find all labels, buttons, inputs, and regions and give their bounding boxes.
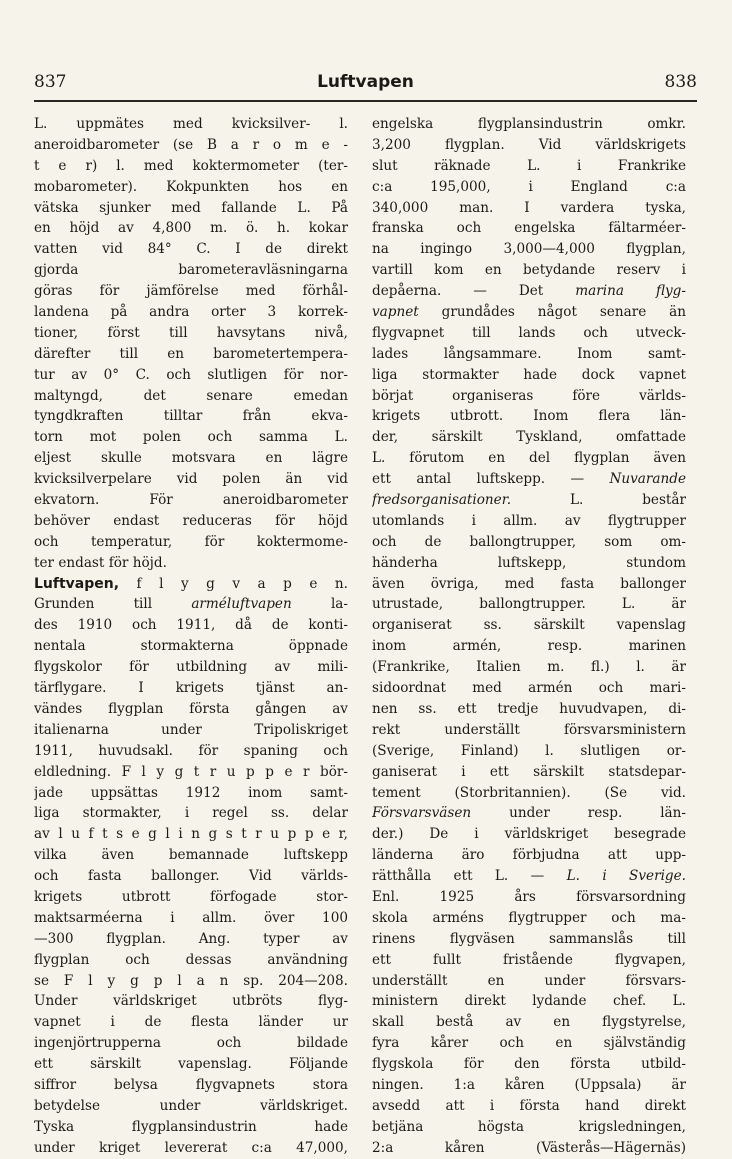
text-run: rekt underställt försvarsministern xyxy=(372,721,686,738)
text-line xyxy=(372,260,686,281)
text-line xyxy=(34,929,348,950)
text-line xyxy=(372,699,686,720)
text-run: mobarometer). Kokpunkten hos en xyxy=(34,178,348,195)
text-line xyxy=(372,574,686,595)
text-run: ett fullt fristående flygvapen, xyxy=(372,951,686,968)
text-run: Tyska flygplansindustrin hade xyxy=(34,1118,348,1135)
text-run: ett särskilt vapenslag. Följande xyxy=(34,1056,348,1073)
text-run: nentala stormakterna öppnade xyxy=(34,638,348,655)
text-run: vartill kom en betydande reserv i xyxy=(372,262,686,279)
text-run: Under världskriget utbröts flyg- xyxy=(34,993,348,1010)
text-line xyxy=(34,469,348,490)
text-line xyxy=(34,803,348,824)
text-run: liga stormakter hade dock vapnet xyxy=(372,366,686,383)
page-title: Luftvapen xyxy=(317,72,414,92)
text-line xyxy=(372,991,686,1012)
text-run: depåerna. — Det xyxy=(372,283,576,300)
text-line xyxy=(34,365,348,386)
text-line xyxy=(372,239,686,260)
text-run: inom armén, resp. marinen xyxy=(372,638,686,655)
text-line xyxy=(372,1096,686,1117)
text-run: lades långsammare. Inom samt- xyxy=(372,345,686,362)
text-line xyxy=(34,1075,348,1096)
italic-term: marina flyg- xyxy=(575,283,686,300)
left-text-column xyxy=(34,114,348,1159)
text-line xyxy=(372,741,686,762)
text-line xyxy=(372,198,686,219)
text-line xyxy=(34,260,348,281)
text-line xyxy=(372,448,686,469)
text-line xyxy=(372,1138,686,1159)
text-run: börjat organiseras före världs- xyxy=(372,387,686,404)
text-line xyxy=(34,198,348,219)
text-run: tioner, först till havsytans nivå, xyxy=(34,324,348,341)
text-run: fyra kårer och en självständig xyxy=(372,1035,686,1052)
text-run: flygskola för den första utbild- xyxy=(372,1056,686,1073)
page-header xyxy=(34,70,697,102)
text-run: ekvatorn. För aneroidbarometer xyxy=(34,492,348,509)
text-run: därefter till en barometertempera- xyxy=(34,345,348,362)
text-line xyxy=(372,323,686,344)
text-line xyxy=(372,866,686,887)
text-line xyxy=(372,615,686,636)
text-line xyxy=(34,427,348,448)
text-run: även övriga, med fasta ballonger xyxy=(372,575,686,592)
text-run: eldledning. F l y g t r u p p e r bör- xyxy=(34,763,348,780)
text-line xyxy=(372,156,686,177)
text-line xyxy=(372,845,686,866)
text-run: siffror belysa flygvapnets stora xyxy=(34,1076,348,1093)
text-run: en höjd av 4,800 m. ö. h. kokar xyxy=(34,220,348,237)
text-line xyxy=(372,114,686,135)
text-run: Enl. 1925 års försvarsordning xyxy=(372,888,686,905)
text-run: underställt en under försvars- xyxy=(372,972,686,989)
text-line xyxy=(34,1012,348,1033)
text-line xyxy=(372,302,686,323)
text-run: eljest skulle motsvara en lägre xyxy=(34,450,348,467)
text-run: och de ballongtrupper, som om- xyxy=(372,533,686,550)
text-run: ministern direkt lydande chef. L. xyxy=(372,993,686,1010)
text-line xyxy=(372,218,686,239)
text-line xyxy=(34,323,348,344)
text-line xyxy=(34,448,348,469)
text-line xyxy=(34,386,348,407)
text-run: flygvapnet till lands och utveck- xyxy=(372,324,686,341)
text-run: jade uppsättas 1912 inom samt- xyxy=(34,784,348,801)
text-run: —300 flygplan. Ang. typer av xyxy=(34,930,348,947)
text-line xyxy=(372,1117,686,1138)
text-run: der.) De i världskriget besegrade xyxy=(372,826,686,843)
text-run: franska och engelska fältarméer- xyxy=(372,220,686,237)
text-run: 340,000 man. I vardera tyska, xyxy=(372,199,686,216)
text-run: av l u f t s e g l i n g s t r u p p e r, xyxy=(34,826,348,843)
text-line xyxy=(34,1096,348,1117)
text-line xyxy=(372,281,686,302)
italic-term: arméluftvapen xyxy=(191,596,292,613)
text-run: flygplan och dessas användning xyxy=(34,951,348,968)
text-line xyxy=(34,741,348,762)
text-line xyxy=(34,1054,348,1075)
text-run: torn mot polen och samma L. xyxy=(34,429,348,446)
text-run: tement (Storbritannien). (Se vid. xyxy=(372,784,686,801)
text-line xyxy=(372,427,686,448)
text-run: 3,200 flygplan. Vid världskrigets xyxy=(372,136,686,153)
text-line xyxy=(34,887,348,908)
entry-headword: Luftvapen, xyxy=(34,575,120,592)
text-run: vilka även bemannade luftskepp xyxy=(34,847,348,864)
text-line xyxy=(372,490,686,511)
text-line xyxy=(372,135,686,156)
text-line xyxy=(34,574,348,595)
text-run: under kriget levererat c:a 47,000, xyxy=(34,1139,348,1156)
text-run: skall bestå av en flygstyrelse, xyxy=(372,1014,686,1031)
text-run: gjorda barometeravläsningarna xyxy=(34,262,348,279)
text-line xyxy=(372,553,686,574)
text-run: och fasta ballonger. Vid världs- xyxy=(34,868,348,885)
text-run: la- xyxy=(291,596,348,613)
text-line xyxy=(34,344,348,365)
text-line xyxy=(34,636,348,657)
text-line xyxy=(34,783,348,804)
text-run: Grunden till xyxy=(34,596,192,613)
text-run: ningen. 1:a kåren (Uppsala) är xyxy=(372,1076,686,1093)
text-line xyxy=(372,908,686,929)
text-run: se F l y g p l a n sp. 204—208. xyxy=(34,972,348,989)
text-line xyxy=(372,365,686,386)
text-line xyxy=(34,177,348,198)
text-line xyxy=(34,866,348,887)
text-run: betydelse under världskriget. xyxy=(34,1097,348,1114)
text-run: organiserat ss. särskilt vapenslag xyxy=(372,617,686,634)
text-line xyxy=(372,344,686,365)
text-line xyxy=(34,553,348,574)
text-line xyxy=(34,950,348,971)
text-line xyxy=(372,469,686,490)
text-line xyxy=(34,114,348,135)
text-line xyxy=(372,887,686,908)
text-line xyxy=(34,1033,348,1054)
text-line xyxy=(372,783,686,804)
text-run: vätska sjunker med fallande L. På xyxy=(34,199,348,216)
text-line xyxy=(372,636,686,657)
text-run: kvicksilverpelare vid polen än vid xyxy=(34,471,348,488)
text-line xyxy=(372,762,686,783)
italic-term: vapnet xyxy=(372,304,419,321)
text-line xyxy=(372,803,686,824)
text-line xyxy=(34,532,348,553)
text-run: göras för jämförelse med förhål- xyxy=(34,283,348,300)
text-line xyxy=(34,657,348,678)
text-run: maktsarméerna i allm. över 100 xyxy=(34,909,348,926)
text-line xyxy=(372,1033,686,1054)
text-run: grundådes något senare än xyxy=(418,304,686,321)
text-line xyxy=(372,594,686,615)
text-run: slut räknade L. i Frankrike xyxy=(372,157,686,174)
text-run: avsedd att i första hand direkt xyxy=(372,1097,686,1114)
text-line xyxy=(34,281,348,302)
text-run: vatten vid 84° C. I de direkt xyxy=(34,241,348,258)
text-line xyxy=(34,824,348,845)
text-line xyxy=(372,657,686,678)
text-line xyxy=(372,177,686,198)
text-run: händerha luftskepp, stundom xyxy=(372,554,686,571)
text-run: under resp. län- xyxy=(471,805,686,822)
text-run: engelska flygplansindustrin omkr. xyxy=(372,116,686,132)
text-run: 2:a kåren (Västerås—Hägernäs) xyxy=(372,1139,686,1156)
text-line xyxy=(34,1117,348,1138)
text-line xyxy=(34,239,348,260)
text-line xyxy=(34,845,348,866)
text-run: (Frankrike, Italien m. fl.) l. är xyxy=(372,659,686,676)
text-line xyxy=(372,929,686,950)
text-line xyxy=(372,678,686,699)
text-run: ter endast för höjd. xyxy=(34,554,167,571)
italic-term: Försvarsväsen xyxy=(372,805,472,822)
text-run: maltyngd, det senare emedan xyxy=(34,387,348,404)
text-run: 1911, huvudsakl. för spaning och xyxy=(34,742,348,759)
text-line xyxy=(372,511,686,532)
text-line xyxy=(34,302,348,323)
text-line xyxy=(34,594,348,615)
text-run: flygskolor för utbildning av mili- xyxy=(34,659,348,676)
text-run: utrustade, ballongtrupper. L. är xyxy=(372,596,686,613)
text-run: t e r) l. med koktermometer (ter- xyxy=(34,157,348,174)
text-run: tärflygare. I krigets tjänst an- xyxy=(34,680,348,697)
text-run: landena på andra orter 3 korrek- xyxy=(34,304,348,321)
text-run: rätthålla ett L. — xyxy=(372,868,567,885)
text-line xyxy=(34,490,348,511)
text-run: utomlands i allm. av flygtrupper xyxy=(372,512,686,529)
text-run: vapnet i de flesta länder ur xyxy=(34,1014,348,1031)
italic-term: L. i Sverige. xyxy=(566,868,686,885)
text-run: aneroidbarometer (se B a r o m e - xyxy=(34,136,348,153)
text-run: L. uppmätes med kvicksilver- l. xyxy=(34,116,348,132)
text-line xyxy=(372,1054,686,1075)
text-run: skola arméns flygtrupper och ma- xyxy=(372,909,686,926)
text-line xyxy=(34,511,348,532)
text-run: nen ss. ett tredje huvudvapen, di- xyxy=(372,700,686,717)
text-run: ett antal luftskepp. — xyxy=(372,471,610,488)
text-line xyxy=(34,720,348,741)
right-text-column xyxy=(372,114,686,1159)
text-run: betjäna högsta krigsledningen, xyxy=(372,1118,686,1135)
italic-term: Nuvarande xyxy=(609,471,686,488)
text-line xyxy=(34,615,348,636)
right-page-number: 838 xyxy=(664,72,697,92)
text-run: L. består xyxy=(511,492,686,509)
text-line xyxy=(372,824,686,845)
text-run: behöver endast reduceras för höjd xyxy=(34,512,348,529)
text-line xyxy=(34,699,348,720)
text-line xyxy=(34,406,348,427)
text-line xyxy=(372,971,686,992)
text-line xyxy=(372,532,686,553)
text-run: liga stormakter, i regel ss. delar xyxy=(34,805,348,822)
text-run: italienarna under Tripoliskriget xyxy=(34,721,348,738)
text-run: och temperatur, för koktermome- xyxy=(34,533,348,550)
text-line xyxy=(34,971,348,992)
text-line xyxy=(34,156,348,177)
text-line xyxy=(34,678,348,699)
text-run: krigets utbrott. Inom flera län- xyxy=(372,408,686,425)
text-line xyxy=(34,991,348,1012)
text-run: sidoordnat med armén och mari- xyxy=(372,680,686,697)
text-run: c:a 195,000, i England c:a xyxy=(372,178,686,195)
text-run: der, särskilt Tyskland, omfattade xyxy=(372,429,686,446)
italic-term: fredsorganisationer. xyxy=(372,492,512,509)
text-run: länderna äro förbjudna att upp- xyxy=(372,847,686,864)
text-run: ingenjörtrupperna och bildade xyxy=(34,1035,348,1052)
text-run: krigets utbrott förfogade stor- xyxy=(34,888,348,905)
left-page-number: 837 xyxy=(34,72,67,92)
text-line xyxy=(34,908,348,929)
text-line xyxy=(34,1138,348,1159)
text-run: rinens flygväsen sammanslås till xyxy=(372,930,686,947)
text-line xyxy=(372,720,686,741)
text-run: vändes flygplan första gången av xyxy=(34,700,348,717)
text-run: des 1910 och 1911, då de konti- xyxy=(34,617,348,634)
text-run: tyngdkraften tilltar från ekva- xyxy=(34,408,348,425)
text-line xyxy=(372,1075,686,1096)
text-run: tur av 0° C. och slutligen för nor- xyxy=(34,366,348,383)
text-line xyxy=(372,950,686,971)
text-line xyxy=(34,762,348,783)
text-run: f l y g v a p e n. xyxy=(119,575,348,592)
text-line xyxy=(372,1012,686,1033)
text-run: (Sverige, Finland) l. slutligen or- xyxy=(372,742,686,759)
text-run: na ingingo 3,000—4,000 flygplan, xyxy=(372,241,686,258)
text-line xyxy=(372,406,686,427)
text-line xyxy=(34,135,348,156)
text-run: L. förutom en del flygplan även xyxy=(372,450,686,467)
text-run: ganiserat i ett särskilt statsdepar- xyxy=(372,763,686,780)
text-line xyxy=(34,218,348,239)
text-line xyxy=(372,386,686,407)
